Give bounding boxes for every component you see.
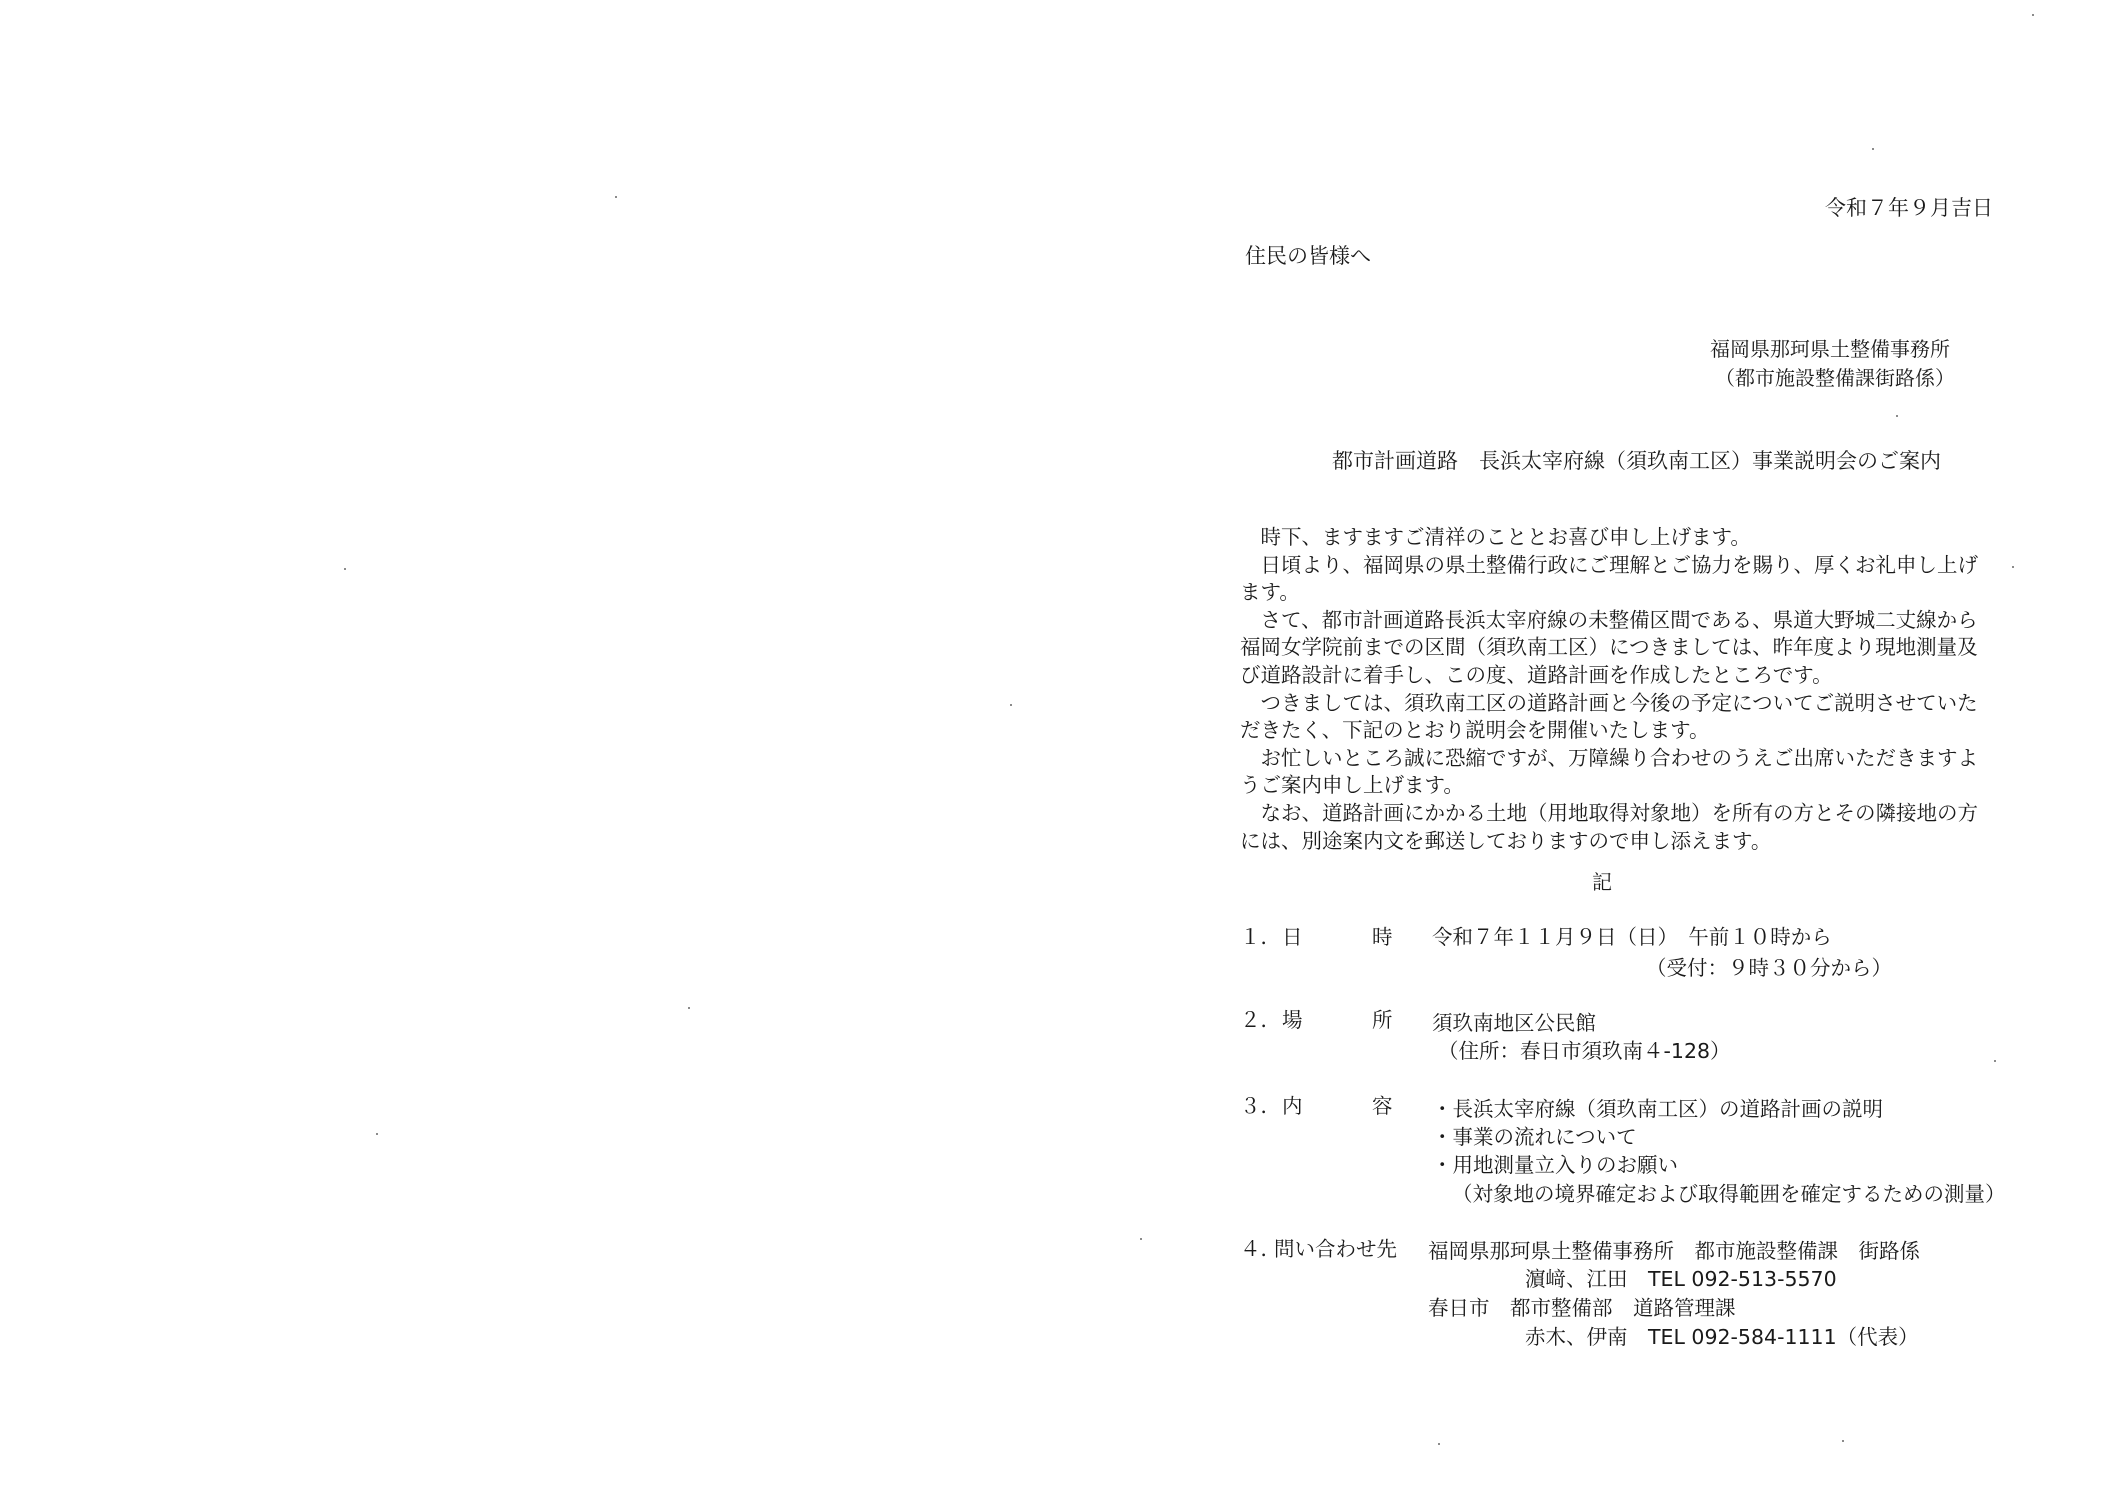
contact-office: 福岡県那珂県土整備事務所 都市施設整備課 街路係 [1428, 1239, 1920, 1263]
contact-office: 春日市 都市整備部 道路管理課 [1428, 1296, 1736, 1320]
venue-name: 須玖南地区公民館 [1432, 1011, 1596, 1035]
item-heading: 容 [1372, 1094, 1393, 1118]
sender-section: （都市施設整備課街路係） [1715, 366, 1955, 390]
scan-speck [1872, 148, 1874, 150]
reception-time: （受付：９時３０分から） [1646, 956, 1892, 980]
body-paragraph: つきましては、須玖南工区の道路計画と今後の予定についてご説明させていただきたく、下記のとおり説明会を開催いたします。 [1240, 690, 1978, 743]
scan-speck [1140, 1238, 1142, 1240]
contact-person: 赤木、伊南 TEL 092-584-1111（代表） [1525, 1325, 1919, 1349]
scan-speck [615, 196, 617, 198]
letter-date: 令和７年９月吉日 [1825, 196, 1993, 220]
letter-title: 都市計画道路 長浜太宰府線（須玖南工区）事業説明会のご案内 [1332, 449, 1941, 473]
content-item: ・用地測量立入りのお願い [1432, 1153, 1678, 1177]
item-heading: 所 [1372, 1008, 1393, 1032]
contact-person: 濵﨑、江田 TEL 092-513-5570 [1525, 1267, 1837, 1291]
content-item: ・事業の流れについて [1432, 1125, 1637, 1149]
item-number: ３． [1240, 1094, 1281, 1118]
content-item: ・長浜太宰府線（須玖南工区）の道路計画の説明 [1432, 1097, 1883, 1121]
scan-speck [1896, 415, 1898, 417]
addressee: 住民の皆様へ [1245, 244, 1371, 268]
scan-speck [688, 1007, 690, 1009]
body-paragraph: なお、道路計画にかかる土地（用地取得対象地）を所有の方とその隣接地の方には、別途案内文を郵送しておりますので申し添えます。 [1240, 800, 1978, 853]
scan-speck [1994, 1060, 1996, 1062]
scan-speck [376, 1133, 378, 1135]
item-number: ４． [1240, 1237, 1281, 1261]
scan-speck [344, 568, 346, 570]
event-date: 令和７年１１月９日（日） 午前１０時から [1432, 925, 1832, 949]
body-paragraph: さて、都市計画道路長浜太宰府線の未整備区間である、県道大野城二丈線から福岡女学院前までの区間（須玖南工区）につきましては、昨年度より現地測量及び道路設計に着手し、この度、道路計画を作成したところです。 [1240, 607, 1978, 687]
item-heading: 日 [1282, 925, 1303, 949]
letter-body [1240, 524, 1980, 855]
body-paragraph: 時下、ますますご清祥のこととお喜び申し上げます。 [1260, 525, 1751, 549]
scan-speck [2012, 566, 2014, 568]
scan-speck [2032, 14, 2034, 16]
item-heading: 場 [1282, 1008, 1303, 1032]
item-number: ２． [1240, 1008, 1281, 1032]
scan-speck [1842, 1440, 1844, 1442]
scan-speck [1010, 704, 1012, 706]
content-item-note: （対象地の境界確定および取得範囲を確定するための測量） [1452, 1182, 2006, 1206]
item-heading: 時 [1372, 925, 1393, 949]
item-number: １． [1240, 925, 1281, 949]
body-paragraph: お忙しいところ誠に恐縮ですが、万障繰り合わせのうえご出席いただきますようご案内申し上げます。 [1240, 745, 1978, 798]
body-paragraph: 日頃より、福岡県の県土整備行政にご理解とご協力を賜り、厚くお礼申し上げます。 [1240, 552, 1978, 605]
item-heading: 問い合わせ先 [1274, 1237, 1397, 1261]
venue-address: （住所：春日市須玖南４-128） [1438, 1039, 1731, 1063]
ki-heading: 記 [1592, 870, 1612, 894]
item-heading: 内 [1282, 1094, 1303, 1118]
sender-office: 福岡県那珂県土整備事務所 [1710, 337, 1950, 361]
scan-speck [1438, 1443, 1440, 1445]
